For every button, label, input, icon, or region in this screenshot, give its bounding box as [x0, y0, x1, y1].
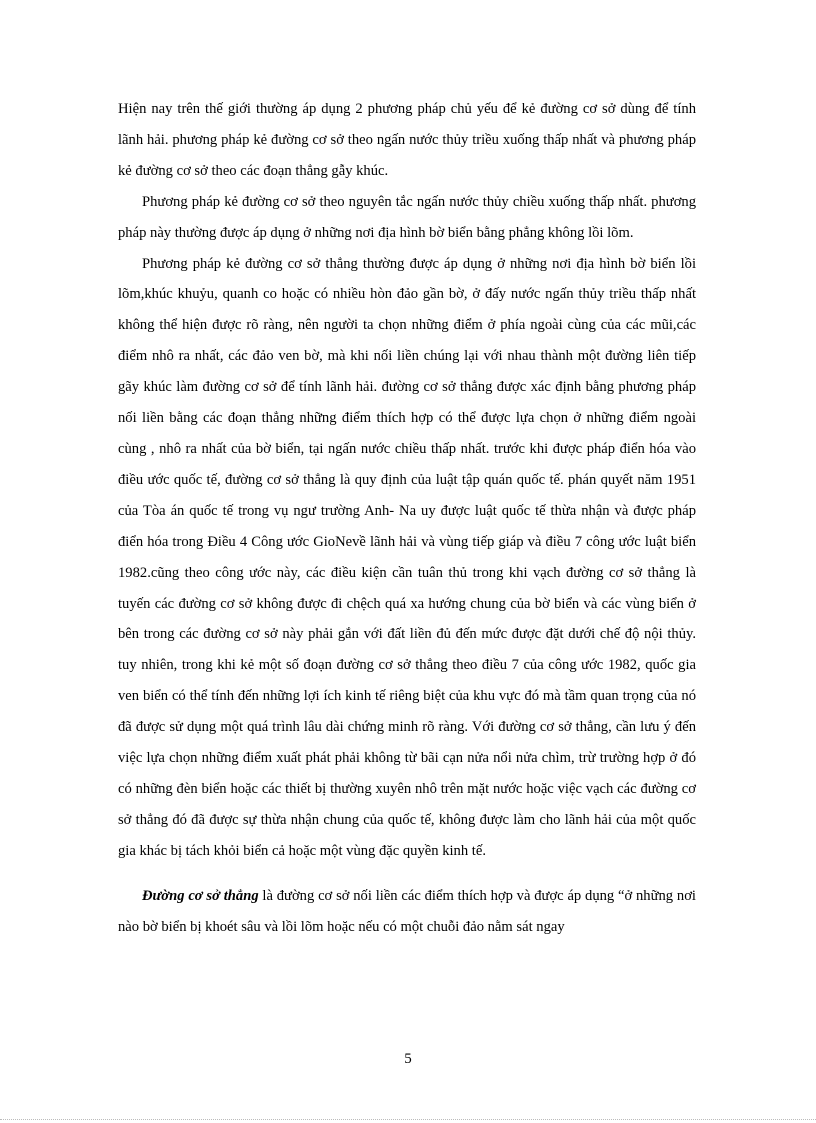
- paragraph-baseline-methods: Hiện nay trên thế giới thường áp dụng 2 phương pháp chủ yếu để kẻ đường cơ sở dùng để tính lãnh hải. phương pháp kẻ đường cơ sở theo ngấn nước thủy triều xuống thấp nhất và phương pháp kẻ đường cơ sở theo các đoạn thẳng gẫy khúc.: [118, 101, 696, 179]
- page-number: 5: [404, 1051, 412, 1067]
- paragraph-low-water-method: Phương pháp kẻ đường cơ sở theo nguyên tắc ngấn nước thủy chiều xuống thấp nhất. phương pháp này thường được áp dụng ở những nơi địa hình bờ biển bằng phẳng không lồi lõm.: [118, 193, 696, 241]
- paragraph-straight-baseline-definition: [118, 881, 696, 943]
- defined-term: Đường cơ sở thẳng: [142, 887, 259, 904]
- definition-text: là đường cơ sở nối liền các điểm thích hợp và được áp dụng “ở những nơi nào bờ biển bị khoét sâu và lồi lõm hoặc nếu có một chuỗi đảo nằm sát ngay: [118, 887, 696, 935]
- page-bottom-divider: [0, 1119, 816, 1120]
- body-text: [118, 94, 696, 942]
- paragraph-straight-baseline-method: Phương pháp kẻ đường cơ sở thẳng thường được áp dụng ở những nơi địa hình bờ biển lồi lõm,khúc khuỷu, quanh co hoặc có nhiều hòn đảo gần bờ, ở đấy nước ngấn thủy triều thấp nhất không thể hiện được rõ ràng, nên người ta chọn những điểm ở phía ngoài cùng của các mũi,các điểm nhô ra nhất, các đảo ven bờ, mà khi nối liền chúng lại với nhau thành một đường liên tiếp gãy khúc làm đường cơ sở để tính lãnh hải. đường cơ sở thẳng được xác định bằng phương pháp nối liền bằng các đoạn thẳng những điểm thích hợp có thể được lựa chọn ở những điểm ngoài cùng , nhô ra nhất của bờ biển, tại ngấn nước chiều thấp nhất. trước khi được pháp điển hóa vào điều ước quốc tế, đường cơ sở thẳng là quy định của luật tập quán quốc tế. phán quyết năm 1951 của Tòa án quốc tế trong vụ ngư trường Anh- Na uy được luật quốc tế thừa nhận và được pháp điển hóa trong Điều 4 Công ước GioNevề lãnh hải và vùng tiếp giáp và điều 7 công ước luật biển 1982.cũng theo công ước này, các điều kiện cần tuân thủ trong khi vạch đường cơ sở thẳng là tuyến các đường cơ sở không được đi chệch quá xa hướng chung của bờ biển và các vùng biển ở bên trong các đường cơ sở này phải gắn với đất liền đủ đến mức được đặt dưới chế độ nội thủy. tuy nhiên, trong khi kẻ một số đoạn đường cơ sở thẳng theo điều 7 của công ước 1982, quốc gia ven biển có thể tính đến những lợi ích kinh tế riêng biệt của khu vực đó mà tầm quan trọng của nó đã được sử dụng một quá trình lâu dài chứng minh rõ ràng. Với đường cơ sở thẳng, cần lưu ý đến việc lựa chọn những điểm xuất phát phải không từ bãi cạn nửa nổi nửa chìm, trừ trường hợp ở đó có những đèn biển hoặc các thiết bị thường xuyên nhô trên mặt nước hoặc việc vạch các đường cơ sở thẳng đó đã được sự thừa nhận chung của quốc tế, không được làm cho lãnh hải của một quốc gia khác bị tách khỏi biển cả hoặc một vùng đặc quyền kinh tế.: [118, 255, 696, 859]
